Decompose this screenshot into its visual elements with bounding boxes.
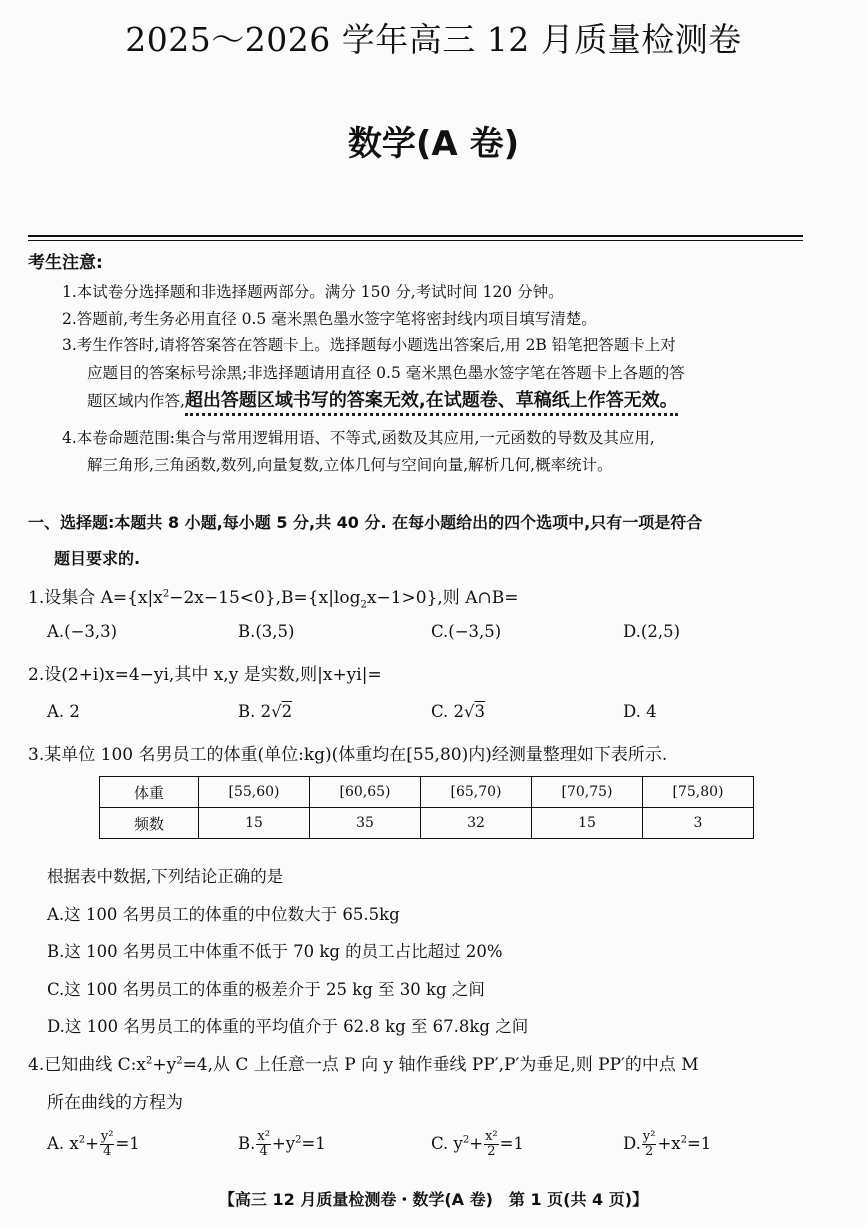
notice-heading: 考生注意:	[28, 253, 103, 273]
q2-option-c-radicand: 3	[474, 702, 486, 721]
q1-option-a: A.(−3,3)	[47, 622, 118, 641]
fraction-numerator: y²	[100, 1129, 114, 1144]
q4-part-b: +y	[152, 1055, 177, 1075]
q4-b-exp: 2	[295, 1134, 302, 1146]
table-cell: 35	[310, 808, 421, 839]
q4-b-fraction	[256, 1130, 271, 1159]
table-cell: [60,65)	[310, 777, 421, 808]
header-divider-top	[28, 235, 803, 237]
question-2-stem: 2.设(2+i)x=4−yi,其中 x,y 是实数,则|x+yi|=	[28, 665, 382, 685]
q4-a-plus: +	[85, 1134, 99, 1153]
q1-option-d: D.(2,5)	[623, 622, 681, 641]
table-row	[100, 808, 754, 839]
q4-a-exp: 2	[78, 1134, 86, 1146]
q2-option-c-coef: C. 2	[431, 702, 465, 721]
table-cell: 频数	[100, 808, 199, 839]
subject-title: 数学(A 卷)	[347, 124, 520, 164]
table-cell: 3	[643, 808, 754, 839]
q4-a-end: =1	[115, 1134, 140, 1153]
notice-item-4-line-2: 解三角形,三角函数,数列,向量复数,立体几何与空间向量,解析几何,概率统计。	[87, 456, 613, 474]
q4-c-plus: +	[469, 1134, 484, 1153]
q4-option-b	[238, 1130, 326, 1159]
q1-part-c: x−1>0},则 A∩B=	[366, 588, 519, 608]
notice-item-3-line-3	[87, 386, 678, 412]
q1-option-c: C.(−3,5)	[431, 622, 502, 641]
q2-option-d: D. 4	[623, 702, 657, 721]
fraction-denominator: 2	[487, 1144, 496, 1159]
q4-superscript: 2	[145, 1055, 153, 1067]
section-1-heading-cont: 题目要求的.	[54, 549, 141, 568]
q4-superscript: 2	[176, 1055, 183, 1067]
sqrt-icon: √	[464, 702, 475, 721]
q4-d-label: D.	[623, 1134, 641, 1153]
q4-d-exp: 2	[680, 1134, 687, 1146]
notice-emphasis: 超出答题区域书写的答案无效,在试题卷、草稿纸上作答无效。	[185, 390, 678, 416]
question-4-stem-cont: 所在曲线的方程为	[47, 1093, 183, 1113]
notice-item-2: 2.答题前,考生务必用直径 0.5 毫米黑色墨水签字笔将密封线内项目填写清楚。	[62, 310, 597, 328]
q1-option-b: B.(3,5)	[238, 622, 295, 641]
q3-option-b: B.这 100 名男员工中体重不低于 70 kg 的员工占比超过 20%	[47, 942, 503, 961]
q4-part-a: 4.已知曲线 C:x	[28, 1055, 146, 1075]
q4-option-d	[623, 1130, 711, 1159]
q3-option-a: A.这 100 名男员工的体重的中位数大于 65.5kg	[47, 905, 400, 924]
q3-option-c: C.这 100 名男员工的体重的极差介于 25 kg 至 30 kg 之间	[47, 980, 485, 999]
q4-part-c: =4,从 C 上任意一点 P 向 y 轴作垂线 PP′,P′为垂足,则 PP′的中点 M	[182, 1055, 699, 1075]
section-1-heading: 一、选择题:本题共 8 小题,每小题 5 分,共 40 分. 在每小题给出的四个选项中,只有一项是符合	[28, 513, 703, 532]
q4-d-fraction	[642, 1130, 657, 1159]
fraction-denominator: 2	[645, 1144, 654, 1159]
table-cell: 体重	[100, 777, 199, 808]
table-cell: [75,80)	[643, 777, 754, 808]
q2-option-b-coef: B. 2	[238, 702, 272, 721]
q4-d-end: =1	[686, 1134, 712, 1153]
fraction-numerator: x²	[485, 1129, 498, 1144]
question-1-stem	[28, 583, 518, 610]
q4-option-c	[431, 1130, 524, 1159]
q2-option-b-radicand: 2	[281, 702, 293, 721]
q4-a-term: A. x	[47, 1134, 79, 1153]
table-cell: [55,60)	[199, 777, 310, 808]
fraction-denominator: 4	[103, 1144, 112, 1159]
q1-superscript: 2	[162, 588, 170, 600]
table-cell: 32	[421, 808, 532, 839]
table-cell: 15	[199, 808, 310, 839]
q3-option-d: D.这 100 名男员工的体重的平均值介于 62.8 kg 至 67.8kg 之间	[47, 1017, 529, 1036]
q1-part-b: −2x−15<0},B={x|log	[169, 588, 361, 608]
q2-option-c	[431, 702, 485, 721]
q4-d-term: +x	[657, 1134, 681, 1153]
q4-b-term: +y	[271, 1134, 296, 1153]
q4-option-a	[47, 1130, 140, 1159]
fraction-denominator: 4	[259, 1144, 268, 1159]
fraction-numerator: x²	[257, 1129, 270, 1144]
table-cell: [70,75)	[532, 777, 643, 808]
notice-item-3-line-2: 应题目的答案标号涂黑;非选择题请用直径 0.5 毫米黑色墨水签字笔在答题卡上各题的答	[87, 364, 685, 382]
header-divider-bottom	[28, 240, 803, 241]
exam-title: 2025～2026 学年高三 12 月质量检测卷	[125, 20, 742, 59]
question-4-stem	[28, 1050, 699, 1075]
table-header-row	[100, 777, 754, 808]
notice-item-3-prefix: 题区域内作答,	[87, 392, 185, 410]
q4-c-term: C. y	[431, 1134, 463, 1153]
question-3-stem: 3.某单位 100 名男员工的体重(单位:kg)(体重均在[55,80)内)经测量整理如下表所示.	[28, 745, 668, 765]
notice-item-3-line-1: 3.考生作答时,请将答案答在答题卡上。选择题每小题选出答案后,用 2B 铅笔把答题卡上对	[62, 336, 676, 354]
q4-c-end: =1	[499, 1134, 524, 1153]
q1-part-a: 1.设集合 A={x|x	[28, 588, 163, 608]
q2-option-a: A. 2	[47, 702, 80, 721]
q4-c-fraction	[484, 1130, 499, 1159]
q4-a-fraction	[100, 1130, 115, 1159]
page-footer: 【高三 12 月质量检测卷・数学(A 卷) 第 1 页(共 4 页)】	[218, 1190, 649, 1209]
sqrt-icon: √	[271, 702, 282, 721]
q4-c-exp: 2	[462, 1134, 470, 1146]
q4-b-end: =1	[301, 1134, 326, 1153]
q4-b-label: B.	[238, 1134, 256, 1153]
notice-item-4-line-1: 4.本卷命题范围:集合与常用逻辑用语、不等式,函数及其应用,一元函数的导数及其应用,	[62, 429, 655, 447]
q2-option-b	[238, 702, 292, 721]
notice-item-1: 1.本试卷分选择题和非选择题两部分。满分 150 分,考试时间 120 分钟。	[62, 283, 564, 301]
q3-prompt: 根据表中数据,下列结论正确的是	[47, 867, 284, 886]
table-cell: 15	[532, 808, 643, 839]
weight-frequency-table	[99, 776, 754, 839]
q1-log-base: 2	[360, 599, 367, 611]
table-cell: [65,70)	[421, 777, 532, 808]
fraction-numerator: y²	[642, 1129, 656, 1144]
